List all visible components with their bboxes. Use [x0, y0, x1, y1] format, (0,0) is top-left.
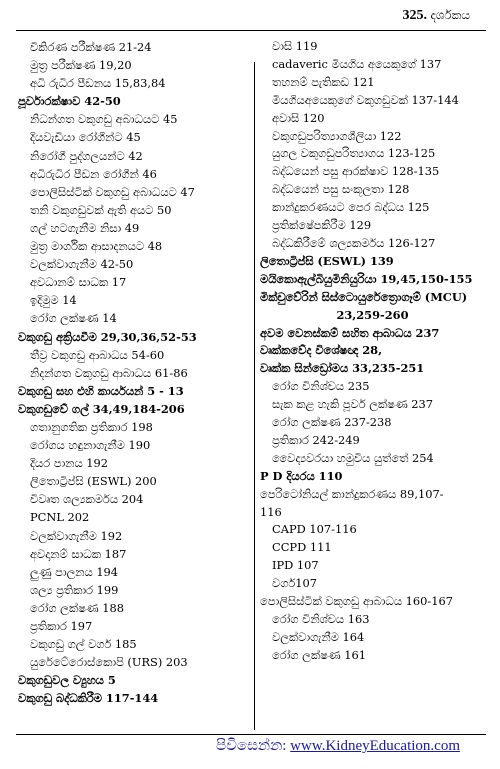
index-entry: තහනම් පැතිකඩ 121 — [272, 74, 375, 89]
index-entry: වකුගඩු සහ එහි කාර්යයන් 5 - 13 — [18, 383, 184, 398]
index-entry: වලක්වාගැනීම 42-50 — [30, 257, 134, 272]
index-entry: බද්ධකිරීමේ ශල්‍යකර්මය 126-127 — [272, 235, 436, 250]
index-entry: වලක්වාගැනීම 192 — [30, 528, 123, 543]
index-entry: විවෘත ශල්‍යකර්මය 204 — [30, 492, 144, 507]
index-entry: කාන්දුකරණයට පෙර බද්ධය 125 — [272, 200, 430, 215]
index-entry: මයිකොඇල්බියුමිනියුරියා 19,45,150-155 — [260, 271, 473, 286]
index-entry: වකුගඩුපරිත්‍යාගශීලියා 122 — [272, 128, 402, 143]
index-entry: රෝග ලක්ෂණ 188 — [30, 600, 124, 615]
index-entry: විකිරණ පරීක්ෂණ 21-24 — [30, 40, 152, 54]
page-number: 325. — [402, 8, 427, 23]
index-entry: යුරේටේරොස්කොපි (URS) 203 — [30, 655, 188, 670]
page-footer — [216, 737, 460, 755]
index-entry: වකුගඩු බද්ධකිරීම 117-144 — [18, 691, 159, 706]
index-entry: ප්‍රතික්ෂේපකිරීම 129 — [272, 218, 372, 233]
index-entry: වකුගඩුවල ව්‍යුහය 5 — [18, 673, 116, 688]
index-entry: අවදානම් සාධක 187 — [30, 546, 127, 561]
bottom-rule — [16, 734, 486, 735]
index-entry: වෘක්කවේද විශේෂඥ 28, — [260, 343, 383, 358]
index-entry: පොලිසිස්ටික් වකුගඩු අබාධයට 47 — [30, 184, 195, 199]
index-entry: වර්ග107 — [272, 576, 317, 591]
index-entry: 116 — [260, 504, 282, 519]
index-entry: අධි රුධිර පීඩනය 15,83,84 — [30, 76, 166, 91]
section-title: දර්ශකය — [430, 8, 470, 22]
index-entry: වෘක්ක සින්ඩ්‍රෝමය 33,235-251 — [260, 361, 425, 376]
index-entry: තනි වකුගඩුවක් ඇති අයට 50 — [30, 202, 172, 217]
index-entry: මික්චුවේරින් සිස්ටොයුරේත්‍රොගෑම් (MCU) — [260, 289, 468, 304]
index-entry: සැක කළ හැකි පූර්ව ලක්ෂණ 237 — [272, 397, 434, 412]
index-entry: නිදන්ගත වකුගඩු ආබාධය 61-86 — [30, 365, 188, 380]
index-entry: පෙරිටෝනියල් කාන්දුකරණය 89,107- — [260, 486, 444, 501]
index-entry: මියගියඅයෙකුගේ වකුගඩුවක් 137-144 — [272, 92, 459, 107]
index-entry: දියර පානය 192 — [30, 456, 109, 471]
index-entry: යුගල වකුගඩුපරිත්‍යාගය 123-125 — [272, 146, 436, 161]
index-entry: IPD 107 — [272, 558, 319, 573]
index-entry: තීව්‍ර වකුගඩු ආබාධය 54-60 — [30, 347, 165, 362]
index-entry: ප්‍රතිකාර 197 — [30, 619, 93, 633]
index-entry: cadaveric මියගිය අයෙකුගේ 137 — [272, 56, 442, 71]
index-column-left — [18, 38, 253, 707]
index-entry: දියවැඩියා රෝගීන්ට 45 — [30, 130, 141, 145]
index-entry: P D දියරය 110 — [260, 468, 343, 483]
index-entry: ලිතොට්‍රිප්සි (ESWL) 200 — [30, 474, 157, 489]
index-entry: වෛද්‍යවරයා හමුවිය යුත්තේ 254 — [272, 450, 434, 465]
index-entry: ලුණු පාලනය 194 — [30, 564, 119, 579]
footer-label: පිවිසෙන්න: — [215, 738, 287, 754]
index-entry: පූර්වාරක්ෂාව 42-50 — [18, 94, 121, 109]
index-entry: රෝග විනිශ්චය 163 — [272, 612, 370, 626]
page-header — [402, 8, 470, 24]
index-entry: වකුගඩු ගල් වර්ග 185 — [30, 637, 137, 652]
index-entry: නිරෝගී පුද්ගලයන්ට 42 — [30, 148, 143, 163]
index-entry: අවාසි 120 — [272, 110, 325, 125]
index-column-right — [260, 38, 485, 665]
index-entry: මුත්‍ර මාර්ගික ආසාදනයට 48 — [30, 239, 163, 254]
index-entry: නිධන්ගත වකුගඩු අබාධයට 45 — [30, 112, 178, 127]
index-entry: අවධානම් සාධක 17 — [30, 275, 127, 290]
index-entry: වකුගඩු අක්‍රියවීම 29,30,36,52-53 — [18, 329, 197, 344]
index-entry: අවම වෙනස්කම් සහිත ආබාධය 237 — [260, 325, 440, 340]
index-entry: රෝගය හඳුනාගැනීම 190 — [30, 438, 151, 453]
index-entry: වලක්වාගැනීම 164 — [272, 629, 365, 644]
column-divider — [254, 62, 255, 730]
index-entry: ශල්‍ය ප්‍රතිකාර 199 — [30, 582, 119, 597]
index-entry: අධිරුධිර පීඩන රෝගීන් 46 — [30, 166, 157, 181]
index-entry: බද්ධයෙන් පසු සංකූලතා 128 — [272, 182, 410, 197]
index-entry: ගතානුගතික ප්‍රතිකාර 198 — [30, 419, 153, 434]
index-entry: ලිතොට්‍රිප්සි (ESWL) 139 — [260, 253, 394, 268]
index-entry: 23,259-260 — [336, 307, 409, 322]
index-entry: රෝග විනිශ්චය 235 — [272, 379, 370, 394]
index-entry: ඉදිමුම 14 — [30, 293, 77, 308]
index-entry: රෝග ලක්ෂණ 237-238 — [272, 415, 392, 430]
index-entry: බද්ධයෙන් පසු ආරක්ෂාව 128-135 — [272, 164, 440, 179]
index-entry: CAPD 107-116 — [272, 522, 357, 537]
index-entry: රෝග ලක්ෂණ 161 — [272, 647, 366, 662]
index-entry: වකුගඩුවේ ගල් 34,49,184-206 — [18, 401, 185, 416]
index-entry: වාසි 119 — [272, 39, 318, 53]
website-link[interactable]: www.KidneyEducation.com — [290, 738, 460, 754]
index-entry: පොලිසිස්ටික් වකුගඩු ආබාධය 160-167 — [260, 594, 453, 609]
top-rule — [16, 30, 486, 31]
index-entry: ප්‍රතිකාර 242-249 — [272, 432, 360, 447]
index-entry: PCNL 202 — [30, 510, 90, 525]
index-entry: CCPD 111 — [272, 540, 332, 555]
index-entry: ගල් හටගැනීම නිසා 49 — [30, 220, 140, 235]
index-entry: රෝග ලක්ෂණ 14 — [30, 311, 117, 326]
index-entry: මුත්‍ර පරීක්ෂණ 19,20 — [30, 58, 132, 73]
